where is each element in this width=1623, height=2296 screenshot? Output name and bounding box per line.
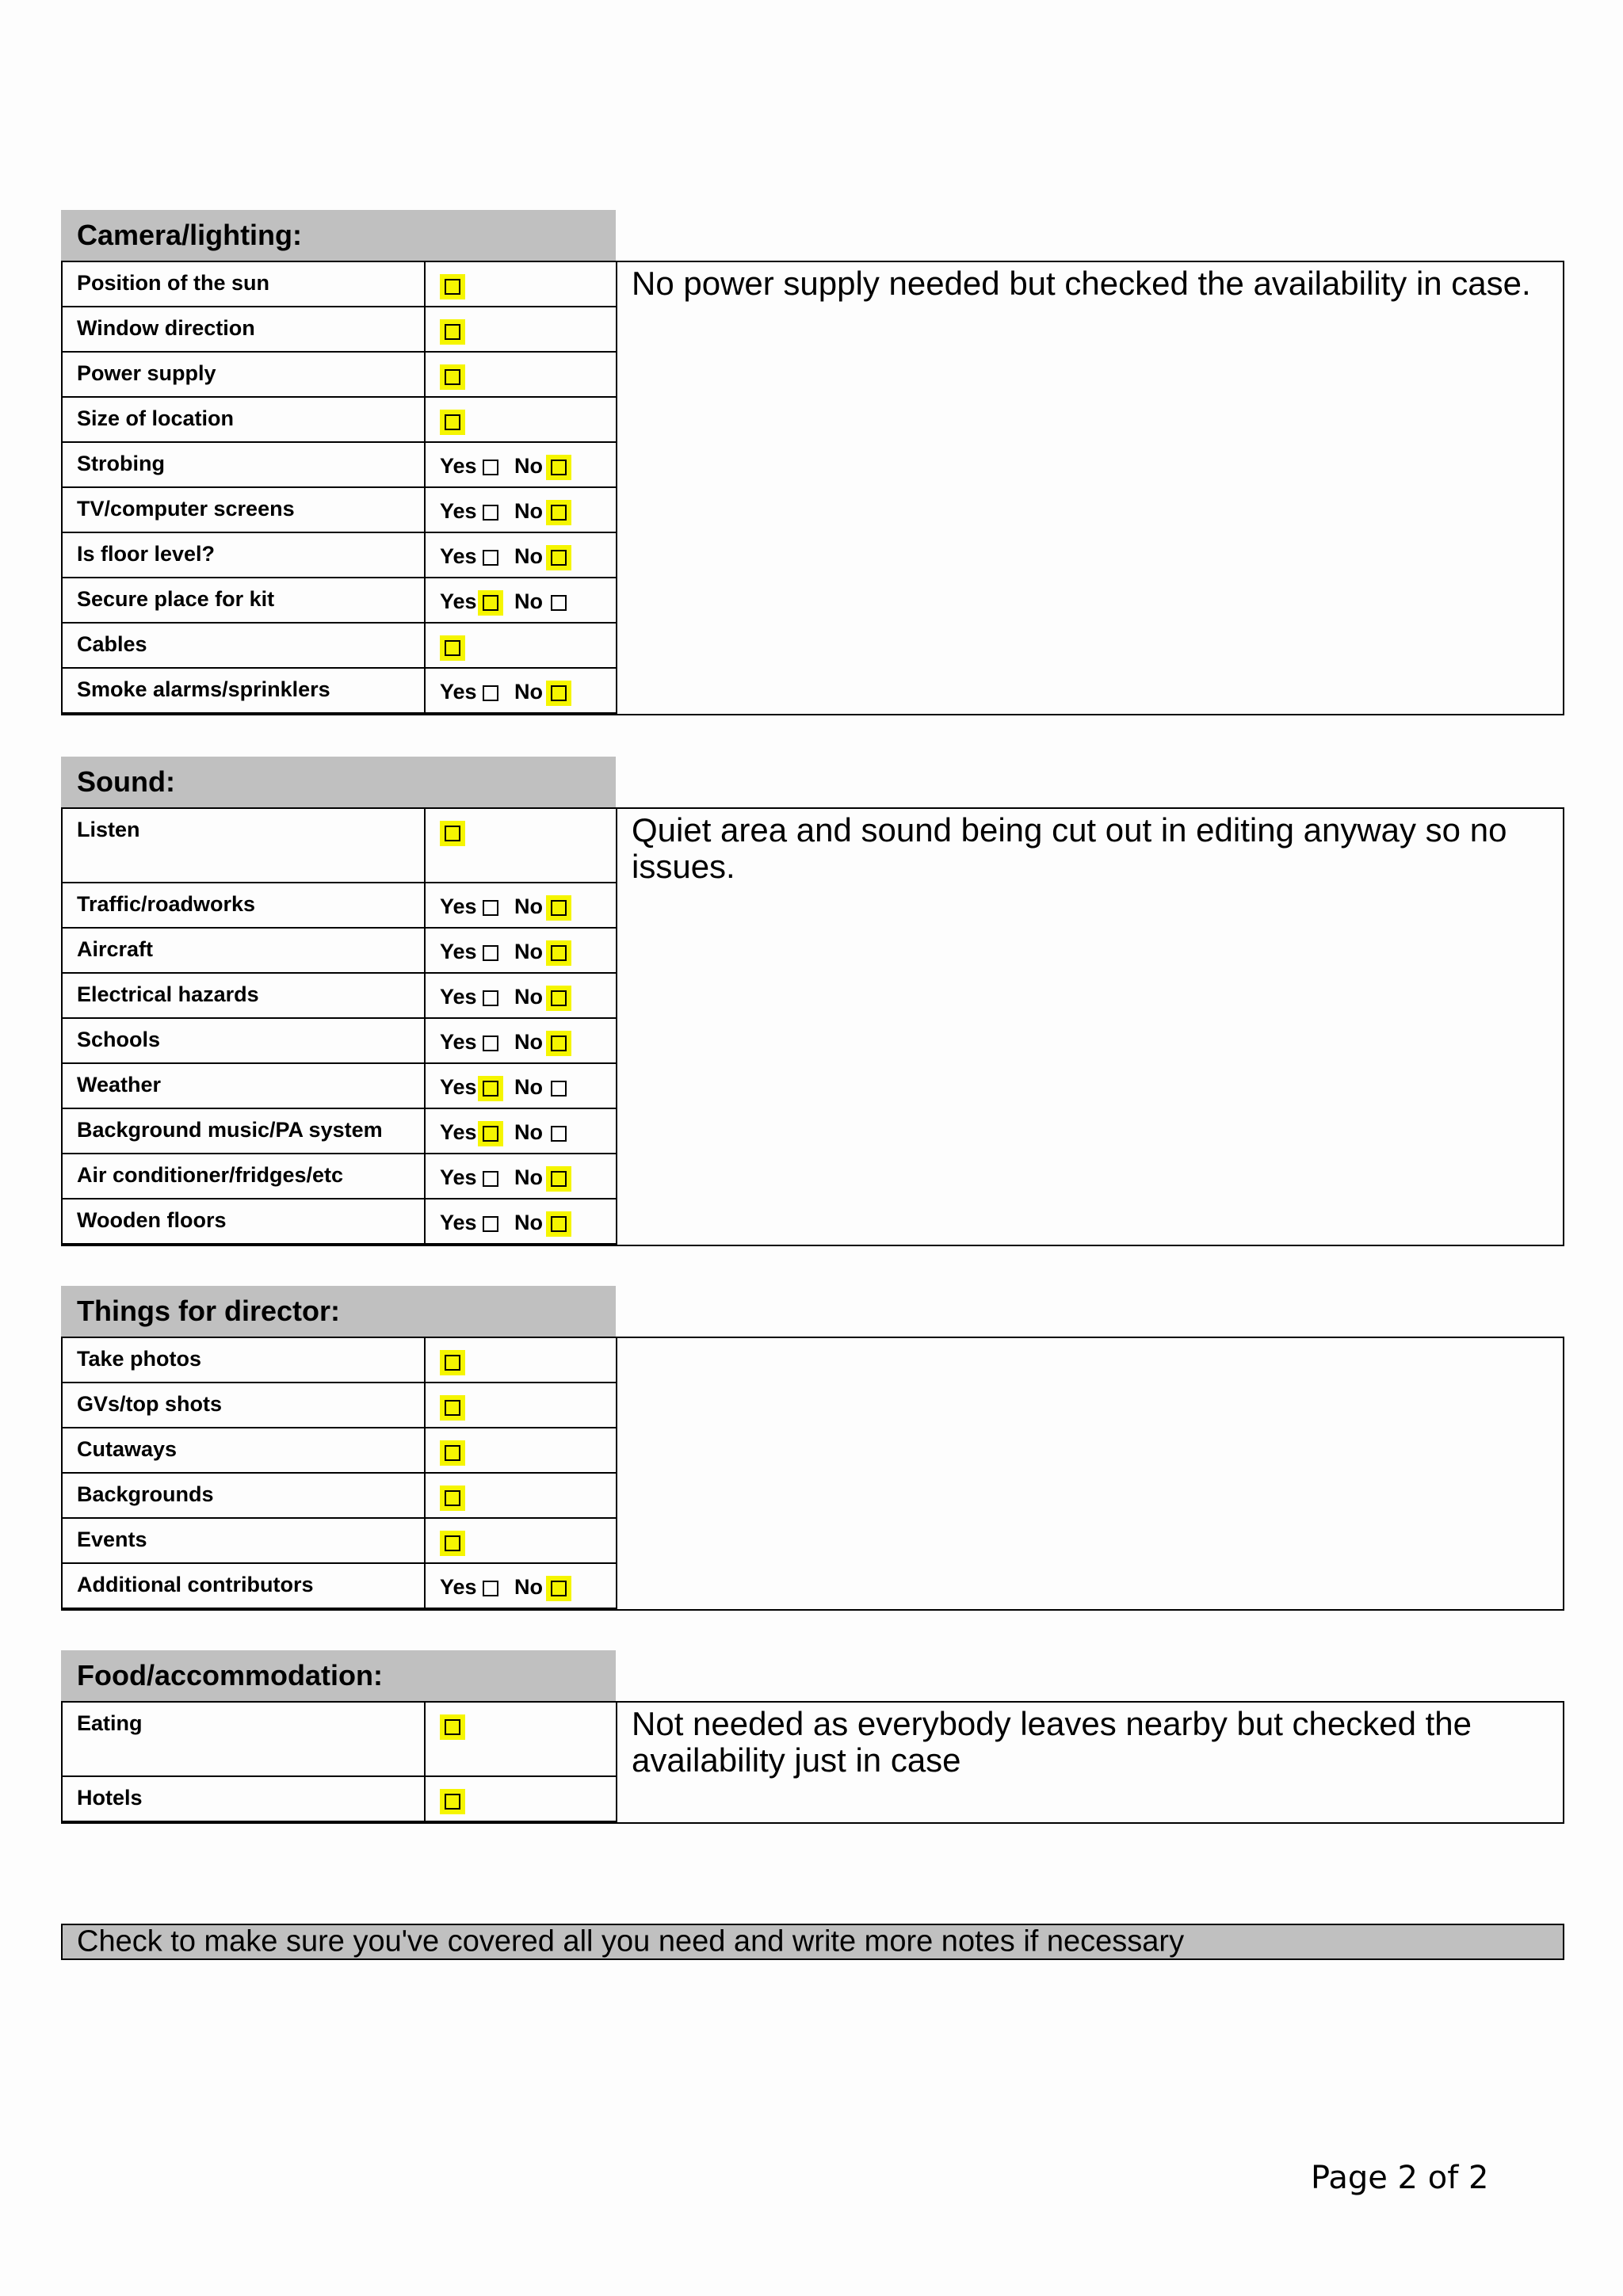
checkbox-square-icon [483,945,498,961]
wooden-floors-no-checkbox[interactable] [546,1211,571,1237]
checklist-row [63,1428,617,1474]
checkbox-square-icon [483,550,498,566]
no-label: No [514,454,543,478]
checkbox-square-icon [551,550,567,566]
power-supply-checkbox[interactable] [440,364,465,390]
yes-label: Yes [440,985,477,1009]
is-floor-level-yes-checkbox[interactable] [478,545,503,570]
backgrounds-checkbox[interactable] [440,1486,465,1511]
checklist-row [63,624,617,669]
row-label: Traffic/roadworks [77,892,256,916]
listen-checkbox[interactable] [440,821,465,846]
checklist-row [63,1109,617,1154]
section-table [61,261,1564,715]
row-label-cell [63,398,426,441]
checkbox-square-icon [483,1581,498,1596]
row-label: Additional contributors [77,1573,314,1596]
row-label-cell [63,883,426,927]
yes-label: Yes [440,940,477,963]
tv-computer-screens-no-checkbox[interactable] [546,500,571,525]
row-label-cell [63,1154,426,1198]
checkbox-square-icon [445,1445,460,1461]
no-label: No [514,894,543,918]
is-floor-level-no-checkbox[interactable] [546,545,571,570]
row-label: Window direction [77,316,255,340]
footer-instructions-bar [61,1924,1564,1960]
checkbox-square-icon [483,1035,498,1051]
section-title: Sound: [77,765,175,798]
yes-label: Yes [440,894,477,918]
size-of-location-checkbox[interactable] [440,410,465,435]
strobing-yes-checkbox[interactable] [478,455,503,480]
yes-label: Yes [440,454,477,478]
take-photos-checkbox[interactable] [440,1350,465,1375]
yes-label: Yes [440,1165,477,1189]
checkbox-square-icon [551,900,567,916]
smoke-alarms-sprinklers-no-checkbox[interactable] [546,681,571,706]
secure-place-for-kit-yes-checkbox[interactable] [478,590,503,616]
aircraft-no-checkbox[interactable] [546,940,571,966]
aircraft-yes-checkbox[interactable] [478,940,503,966]
row-control-cell [426,974,617,1017]
row-control-cell [426,1109,617,1153]
row-control-cell [426,1564,617,1608]
row-control-cell [426,1383,617,1427]
row-control-cell [426,624,617,667]
checkbox-square-icon [445,324,460,340]
checklist-row [63,929,617,974]
gvs-top-shots-checkbox[interactable] [440,1395,465,1421]
section-header [61,757,616,809]
checkbox-square-icon [483,1216,498,1232]
row-label-cell [63,533,426,577]
checklist-row [63,353,617,398]
no-label: No [514,589,543,613]
yes-label: Yes [440,544,477,568]
checkbox-square-icon [551,505,567,521]
smoke-alarms-sprinklers-yes-checkbox[interactable] [478,681,503,706]
section-notes[interactable]: No power supply needed but checked the availability in case. [632,265,1531,302]
section-title: Food/accommodation: [77,1659,383,1691]
checkbox-square-icon [483,460,498,475]
no-label: No [514,940,543,963]
row-label-cell [63,578,426,622]
checklist-row [63,578,617,624]
yes-label: Yes [440,1120,477,1144]
row-label: Schools [77,1028,161,1051]
row-control-cell [426,669,617,712]
checkbox-square-icon [445,826,460,841]
row-control-cell [426,488,617,532]
row-label-cell [63,1019,426,1062]
checkbox-square-icon [483,505,498,521]
checkbox-square-icon [445,1400,460,1416]
row-label-cell [63,488,426,532]
checkbox-square-icon [483,595,498,611]
checkbox-square-icon [551,1126,567,1142]
row-control-cell [426,1428,617,1472]
no-label: No [514,1075,543,1099]
row-label-cell [63,974,426,1017]
row-control-cell [426,1199,617,1243]
checklist-row [63,669,617,714]
checklist-row [63,307,617,353]
row-control-cell [426,1474,617,1517]
row-label: Size of location [77,406,235,430]
row-label-cell [63,1777,426,1821]
yes-label: Yes [440,589,477,613]
checkbox-square-icon [551,685,567,701]
checklist-row [63,1383,617,1428]
section-header [61,210,616,262]
row-label: Backgrounds [77,1482,214,1506]
row-control-cell [426,578,617,622]
checkbox-square-icon [551,945,567,961]
checkbox-square-icon [551,1035,567,1051]
checkbox-square-icon [445,414,460,430]
row-label: Listen [77,818,140,841]
row-label: Take photos [77,1347,202,1371]
row-label-cell [63,1109,426,1153]
row-control-cell [426,1064,617,1108]
traffic-roadworks-yes-checkbox[interactable] [478,895,503,921]
row-label-cell [63,1474,426,1517]
eating-checkbox[interactable] [440,1714,465,1740]
checklist-row [63,488,617,533]
tv-computer-screens-yes-checkbox[interactable] [478,500,503,525]
yes-label: Yes [440,1211,477,1234]
checkbox-square-icon [483,990,498,1006]
checklist-row [63,1564,617,1609]
checklist-row [63,533,617,578]
checklist-row [63,1703,617,1777]
checkbox-square-icon [551,595,567,611]
no-label: No [514,499,543,523]
air-conditioner-fridges-etc-yes-checkbox[interactable] [478,1166,503,1192]
position-of-the-sun-checkbox[interactable] [440,274,465,299]
events-checkbox[interactable] [440,1531,465,1556]
checklist-row [63,809,617,883]
row-label-cell [63,1428,426,1472]
checkbox-square-icon [483,1171,498,1187]
hotels-checkbox[interactable] [440,1789,465,1814]
row-label: Background music/PA system [77,1118,383,1142]
traffic-roadworks-no-checkbox[interactable] [546,895,571,921]
section-table [61,807,1564,1246]
row-control-cell [426,262,617,306]
row-label: Smoke alarms/sprinklers [77,677,330,701]
row-label-cell [63,262,426,306]
no-label: No [514,1120,543,1144]
row-label: GVs/top shots [77,1392,223,1416]
checkbox-square-icon [551,1581,567,1596]
checkbox-square-icon [445,1719,460,1735]
row-control-cell [426,443,617,486]
row-label: TV/computer screens [77,497,295,521]
no-label: No [514,680,543,704]
row-label-cell [63,929,426,972]
no-label: No [514,1030,543,1054]
checkbox-square-icon [551,990,567,1006]
checkbox-square-icon [445,1355,460,1371]
row-label: Power supply [77,361,216,385]
checklist-row [63,1777,617,1822]
row-label: Hotels [77,1786,143,1810]
row-control-cell [426,1019,617,1062]
row-label: Aircraft [77,937,154,961]
row-label: Air conditioner/fridges/etc [77,1163,344,1187]
row-label: Events [77,1527,147,1551]
checklist-row [63,974,617,1019]
row-control-cell [426,353,617,396]
row-label-cell [63,1519,426,1562]
row-label: Cutaways [77,1437,178,1461]
footer-instructions-text: Check to make sure you've covered all you need and write more notes if necessary [77,1924,1185,1958]
checkbox-square-icon [551,460,567,475]
row-label: Position of the sun [77,271,269,295]
window-direction-checkbox[interactable] [440,319,465,345]
checkbox-square-icon [445,369,460,385]
no-label: No [514,1575,543,1599]
row-control-cell [426,1519,617,1562]
checklist-row [63,398,617,443]
checkbox-square-icon [483,1081,498,1097]
row-label: Cables [77,632,147,656]
yes-label: Yes [440,1075,477,1099]
page-number: Page 2 of 2 [1311,2160,1489,2196]
additional-contributors-yes-checkbox[interactable] [478,1576,503,1601]
no-label: No [514,544,543,568]
checklist-row [63,1338,617,1383]
checklist-row [63,1519,617,1564]
section-table [61,1701,1564,1824]
checklist-row [63,1199,617,1245]
checkbox-square-icon [483,900,498,916]
row-label: Eating [77,1711,143,1735]
row-control-cell [426,1703,617,1775]
row-label-cell [63,443,426,486]
section-title: Camera/lighting: [77,219,303,251]
yes-label: Yes [440,680,477,704]
row-control-cell [426,307,617,351]
background-music-pa-system-yes-checkbox[interactable] [478,1121,503,1146]
row-control-cell [426,533,617,577]
no-label: No [514,985,543,1009]
row-label-cell [63,307,426,351]
row-label: Weather [77,1073,162,1097]
section-notes[interactable]: Not needed as everybody leaves nearby but checked the availability just in case [632,1705,1472,1779]
section-notes[interactable]: Quiet area and sound being cut out in editing anyway so no issues. [632,811,1507,885]
weather-yes-checkbox[interactable] [478,1076,503,1101]
checkbox-square-icon [551,1216,567,1232]
electrical-hazards-yes-checkbox[interactable] [478,986,503,1011]
checklist-row [63,1064,617,1109]
row-label: Strobing [77,452,165,475]
row-label-cell [63,1383,426,1427]
checklist-row [63,1019,617,1064]
row-control-cell [426,929,617,972]
row-label: Secure place for kit [77,587,275,611]
air-conditioner-fridges-etc-no-checkbox[interactable] [546,1166,571,1192]
section-header [61,1650,616,1703]
row-label-cell [63,353,426,396]
section-header [61,1286,616,1338]
checkbox-square-icon [445,1490,460,1506]
schools-no-checkbox[interactable] [546,1031,571,1056]
checklist-row [63,262,617,307]
row-label-cell [63,1564,426,1608]
no-label: No [514,1211,543,1234]
additional-contributors-no-checkbox[interactable] [546,1576,571,1601]
row-label-cell [63,1338,426,1382]
checklist-row [63,883,617,929]
secure-place-for-kit-no-checkbox[interactable] [546,590,571,616]
yes-label: Yes [440,1575,477,1599]
checkbox-square-icon [483,685,498,701]
checkbox-square-icon [445,1535,460,1551]
electrical-hazards-no-checkbox[interactable] [546,986,571,1011]
yes-label: Yes [440,499,477,523]
row-label-cell [63,624,426,667]
row-control-cell [426,398,617,441]
row-label-cell [63,809,426,882]
yes-label: Yes [440,1030,477,1054]
row-control-cell [426,1777,617,1821]
row-control-cell [426,809,617,882]
cutaways-checkbox[interactable] [440,1440,465,1466]
schools-yes-checkbox[interactable] [478,1031,503,1056]
weather-no-checkbox[interactable] [546,1076,571,1101]
background-music-pa-system-no-checkbox[interactable] [546,1121,571,1146]
section-table [61,1337,1564,1611]
row-control-cell [426,883,617,927]
checkbox-square-icon [445,279,460,295]
row-label: Wooden floors [77,1208,227,1232]
checklist-row [63,1154,617,1199]
section-title: Things for director: [77,1295,340,1327]
checkbox-square-icon [483,1126,498,1142]
row-label-cell [63,1064,426,1108]
wooden-floors-yes-checkbox[interactable] [478,1211,503,1237]
checkbox-square-icon [445,640,460,656]
checklist-row [63,443,617,488]
checkbox-square-icon [551,1081,567,1097]
checkbox-square-icon [445,1794,460,1810]
row-label: Is floor level? [77,542,216,566]
checkbox-square-icon [551,1171,567,1187]
row-label-cell [63,1199,426,1243]
row-control-cell [426,1338,617,1382]
checklist-row [63,1474,617,1519]
row-label-cell [63,1703,426,1775]
strobing-no-checkbox[interactable] [546,455,571,480]
cables-checkbox[interactable] [440,635,465,661]
row-label: Electrical hazards [77,982,259,1006]
row-control-cell [426,1154,617,1198]
no-label: No [514,1165,543,1189]
row-label-cell [63,669,426,712]
